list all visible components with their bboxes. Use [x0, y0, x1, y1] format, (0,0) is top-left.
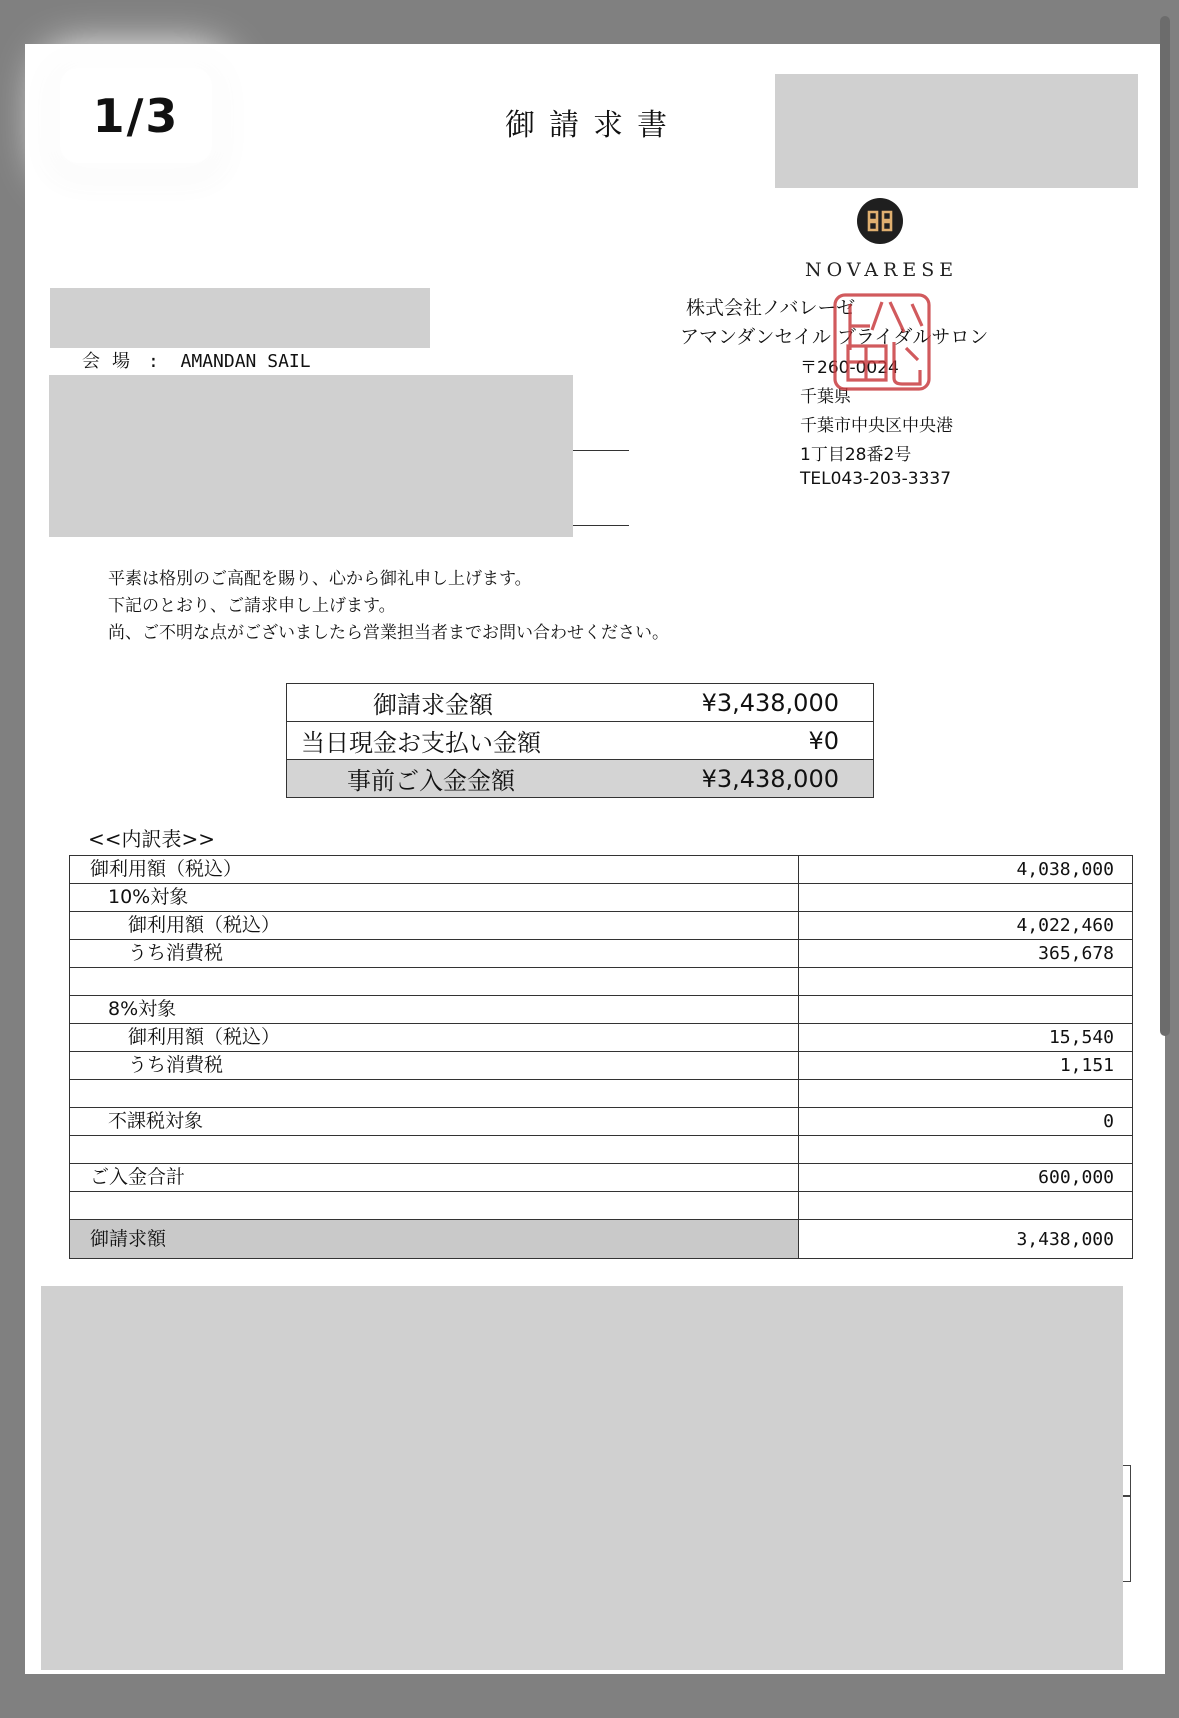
- greeting-line: 下記のとおり、ご請求申し上げます。: [108, 596, 396, 616]
- table-row: [70, 884, 1133, 912]
- row-label: 10%対象: [70, 884, 799, 912]
- row-value: [799, 884, 1133, 912]
- row-value: [799, 1192, 1133, 1220]
- issuer-tel: TEL043-203-3337: [800, 469, 952, 489]
- greeting-line: 平素は格別のご高配を賜り、心から御礼申し上げます。: [108, 569, 532, 589]
- issuer-address-line: 千葉県: [800, 387, 851, 407]
- summary-label: 事前ご入金金額: [287, 760, 637, 798]
- summary-row: [287, 684, 874, 722]
- row-value: 0: [799, 1108, 1133, 1136]
- table-row: [70, 940, 1133, 968]
- issuer-postal: 〒260-0024: [800, 358, 899, 378]
- row-label: 御請求額: [70, 1220, 799, 1259]
- table-row: [70, 1136, 1133, 1164]
- summary-value: ¥0: [637, 722, 874, 760]
- issuer-salon: アマンダンセイル ブライダルサロン: [680, 326, 989, 348]
- summary-value: ¥3,438,000: [637, 760, 874, 798]
- logo-text: NOVARESE: [805, 259, 959, 281]
- row-label: うち消費税: [70, 940, 799, 968]
- row-label: [70, 1080, 799, 1108]
- document-title: 御請求書: [505, 108, 681, 143]
- table-row: [70, 968, 1133, 996]
- row-label: 御利用額（税込）: [70, 912, 799, 940]
- row-value: [799, 968, 1133, 996]
- redacted-block-top-right: [775, 74, 1138, 188]
- row-label: 8%対象: [70, 996, 799, 1024]
- row-value: [799, 996, 1133, 1024]
- venue-value: AMANDAN SAIL: [180, 351, 311, 372]
- row-label: うち消費税: [70, 1052, 799, 1080]
- table-row: [70, 856, 1133, 884]
- table-row: [70, 996, 1133, 1024]
- table-row: [70, 912, 1133, 940]
- row-value: [799, 1136, 1133, 1164]
- venue-separator: :: [148, 351, 159, 372]
- company-seal-stamp: [830, 290, 934, 394]
- row-value: 15,540: [799, 1024, 1133, 1052]
- row-label: 御利用額（税込）: [70, 1024, 799, 1052]
- row-label: 不課税対象: [70, 1108, 799, 1136]
- issuer-address-line: 1丁目28番2号: [800, 445, 912, 465]
- row-label: 御利用額（税込）: [70, 856, 799, 884]
- row-value: 600,000: [799, 1164, 1133, 1192]
- table-row: [70, 1108, 1133, 1136]
- redacted-block-bottom-overlay: [41, 1286, 1123, 1670]
- table-row: [70, 1052, 1133, 1080]
- underline: [573, 450, 629, 451]
- table-row: [70, 1080, 1133, 1108]
- breakdown-table: [69, 855, 1133, 1259]
- table-row-total: [70, 1220, 1133, 1259]
- summary-label: 御請求金額: [287, 684, 637, 722]
- summary-value: ¥3,438,000: [637, 684, 874, 722]
- row-label: [70, 968, 799, 996]
- summary-label: 当日現金お支払い金額: [287, 722, 637, 760]
- breakdown-heading: <<内訳表>>: [88, 827, 216, 851]
- redacted-block-address: [49, 375, 573, 537]
- row-label: [70, 1136, 799, 1164]
- underline: [573, 525, 629, 526]
- venue-label: 会場: [82, 351, 142, 372]
- venue-line: [82, 347, 311, 373]
- novarese-logo-icon: [857, 198, 903, 244]
- row-value: 4,038,000: [799, 856, 1133, 884]
- redacted-block-recipient: [50, 288, 430, 348]
- table-row: [70, 1192, 1133, 1220]
- table-row: [70, 1024, 1133, 1052]
- row-value: 4,022,460: [799, 912, 1133, 940]
- row-label: ご入金合計: [70, 1164, 799, 1192]
- summary-table: [286, 683, 874, 798]
- row-value: [799, 1080, 1133, 1108]
- summary-row: [287, 760, 874, 798]
- scrollbar[interactable]: [1160, 16, 1170, 1036]
- table-row: [70, 1164, 1133, 1192]
- row-value: 3,438,000: [799, 1220, 1133, 1259]
- row-value: 1,151: [799, 1052, 1133, 1080]
- summary-row: [287, 722, 874, 760]
- issuer-address-line: 千葉市中央区中央港: [800, 416, 953, 436]
- page-counter: 1/3: [60, 68, 212, 163]
- row-value: 365,678: [799, 940, 1133, 968]
- row-label: [70, 1192, 799, 1220]
- greeting-line: 尚、ご不明な点がございましたら営業担当者までお問い合わせください。: [108, 623, 669, 643]
- issuer-company: 株式会社ノバレーゼ: [686, 297, 856, 319]
